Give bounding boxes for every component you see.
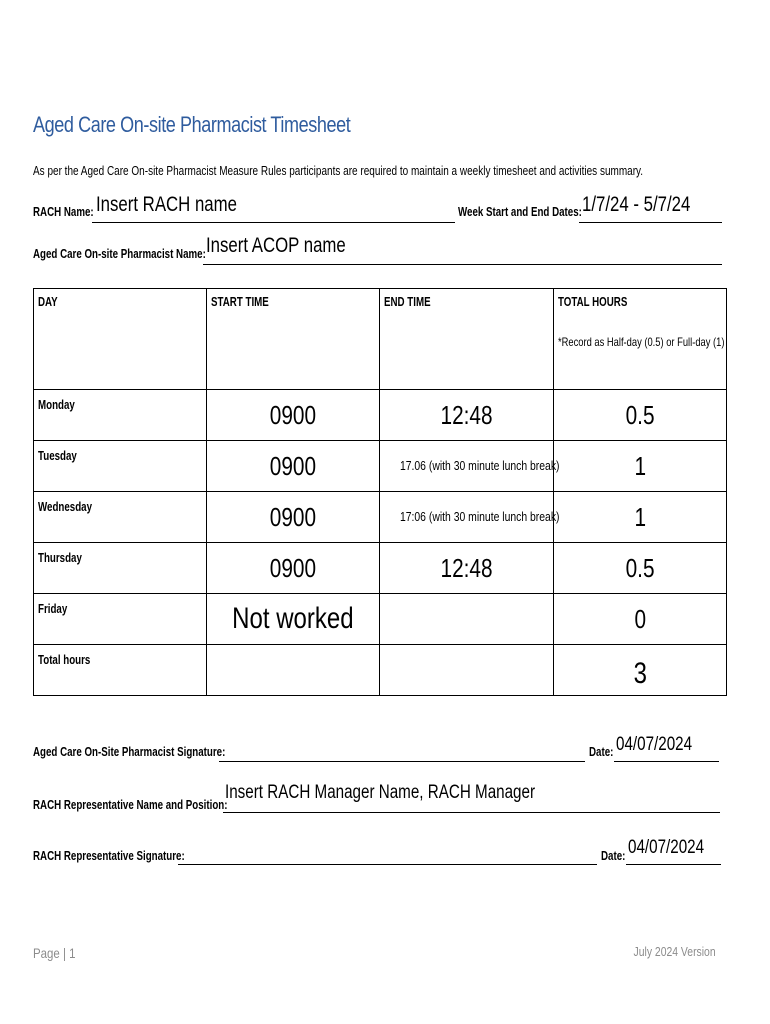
total-cell[interactable]: 0.5 bbox=[554, 543, 727, 594]
acop-date-label: Date: bbox=[589, 745, 614, 759]
day-cell: Total hours bbox=[34, 645, 207, 696]
rep-date-field[interactable]: 04/07/2024 bbox=[628, 837, 705, 858]
rach-name-label: RACH Name: bbox=[33, 205, 94, 219]
start-cell[interactable] bbox=[207, 645, 380, 696]
rep-signature-field[interactable] bbox=[178, 864, 597, 865]
header-day: DAY bbox=[34, 289, 207, 390]
day-cell: Friday bbox=[34, 594, 207, 645]
acop-signature-label: Aged Care On-Site Pharmacist Signature: bbox=[33, 745, 226, 759]
total-cell[interactable]: 3 bbox=[554, 645, 727, 696]
table-row bbox=[34, 492, 727, 543]
acop-signature-field[interactable] bbox=[219, 761, 585, 762]
day-cell: Thursday bbox=[34, 543, 207, 594]
end-cell[interactable] bbox=[380, 645, 554, 696]
header-total-hours: TOTAL HOURS *Record as Half-day (0.5) or Full-day (1) bbox=[554, 289, 727, 390]
week-dates-label: Week Start and End Dates: bbox=[458, 205, 582, 219]
rep-date-line bbox=[626, 864, 721, 865]
header-end-time: END TIME bbox=[380, 289, 554, 390]
rep-name-field[interactable]: Insert RACH Manager Name, RACH Manager bbox=[225, 782, 536, 803]
end-cell[interactable] bbox=[380, 594, 554, 645]
timesheet-table bbox=[33, 288, 727, 696]
acop-name-line bbox=[203, 264, 722, 265]
page-number: Page | 1 bbox=[33, 945, 76, 961]
end-cell[interactable]: 17.06 (with 30 minute lunch break) bbox=[380, 441, 554, 492]
start-cell[interactable]: 0900 bbox=[207, 390, 380, 441]
acop-name-label: Aged Care On-site Pharmacist Name: bbox=[33, 247, 206, 261]
start-cell[interactable]: 0900 bbox=[207, 441, 380, 492]
page-title: Aged Care On-site Pharmacist Timesheet bbox=[33, 112, 351, 137]
total-cell[interactable]: 1 bbox=[554, 441, 727, 492]
rep-name-label: RACH Representative Name and Position: bbox=[33, 798, 228, 812]
total-cell[interactable]: 0.5 bbox=[554, 390, 727, 441]
total-cell[interactable]: 0 bbox=[554, 594, 727, 645]
total-cell[interactable]: 1 bbox=[554, 492, 727, 543]
rach-name-line bbox=[92, 222, 455, 223]
rep-name-line bbox=[223, 812, 720, 813]
rep-date-label: Date: bbox=[601, 849, 626, 863]
day-cell: Tuesday bbox=[34, 441, 207, 492]
acop-name-field[interactable]: Insert ACOP name bbox=[206, 234, 346, 257]
end-cell[interactable]: 12:48 bbox=[380, 390, 554, 441]
table-row bbox=[34, 594, 727, 645]
table-row bbox=[34, 441, 727, 492]
rep-signature-label: RACH Representative Signature: bbox=[33, 849, 185, 863]
intro-text: As per the Aged Care On-site Pharmacist Measure Rules participants are required to maintain a weekly timesheet and activities summary. bbox=[33, 164, 644, 178]
rach-name-field[interactable]: Insert RACH name bbox=[96, 193, 237, 216]
end-cell[interactable]: 12:48 bbox=[380, 543, 554, 594]
start-cell[interactable]: 0900 bbox=[207, 492, 380, 543]
total-hours-note: *Record as Half-day (0.5) or Full-day (1) bbox=[558, 335, 725, 349]
acop-date-line bbox=[614, 761, 719, 762]
table-row bbox=[34, 390, 727, 441]
week-dates-field[interactable]: 1/7/24 - 5/7/24 bbox=[582, 193, 691, 216]
start-cell[interactable]: Not worked bbox=[207, 594, 380, 645]
day-cell: Monday bbox=[34, 390, 207, 441]
acop-date-field[interactable]: 04/07/2024 bbox=[616, 734, 693, 755]
table-header-row bbox=[34, 289, 727, 390]
header-start-time: START TIME bbox=[207, 289, 380, 390]
end-cell[interactable]: 17:06 (with 30 minute lunch break) bbox=[380, 492, 554, 543]
table-row bbox=[34, 645, 727, 696]
day-cell: Wednesday bbox=[34, 492, 207, 543]
table-row bbox=[34, 543, 727, 594]
start-cell[interactable]: 0900 bbox=[207, 543, 380, 594]
version-label: July 2024 Version bbox=[633, 944, 716, 959]
week-dates-line bbox=[579, 222, 722, 223]
